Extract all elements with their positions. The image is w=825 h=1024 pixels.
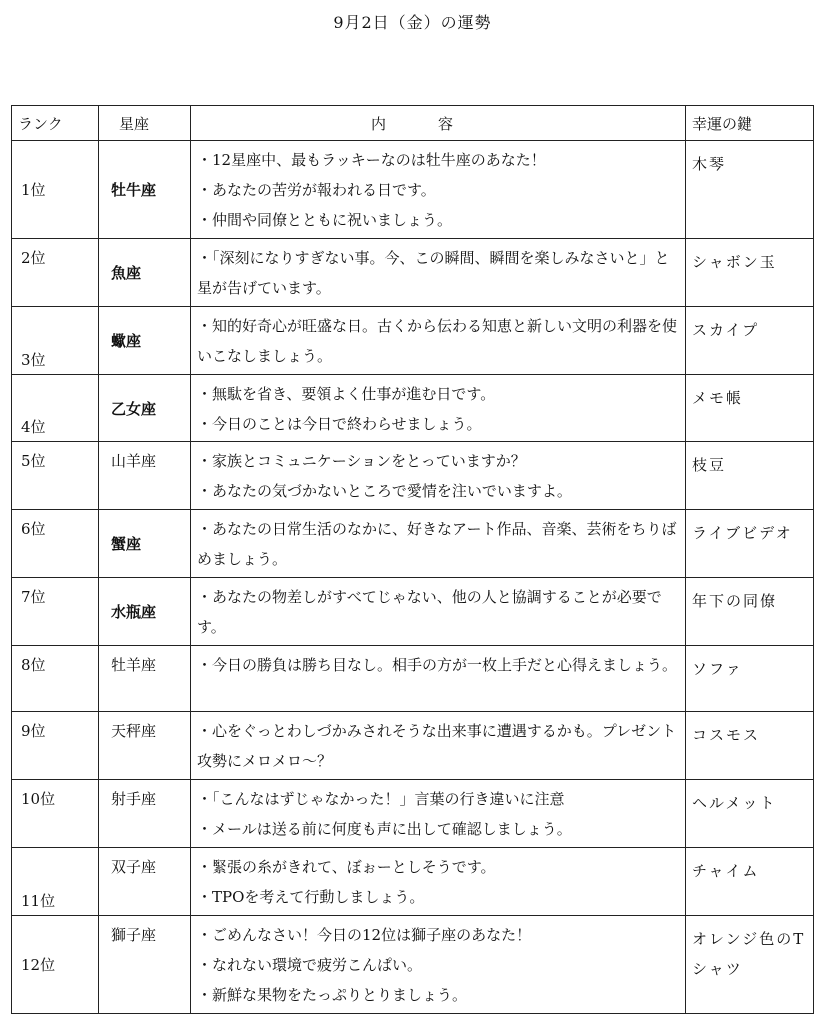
rank-cell: 9位	[12, 712, 99, 780]
content-cell	[191, 510, 686, 578]
table-row	[12, 510, 814, 578]
lucky-key-cell: ライブビデオ	[686, 510, 814, 578]
sign-cell: 山羊座	[99, 442, 191, 510]
content-line: ・緊張の糸がきれて、ぼぉーとしそうです。	[197, 858, 496, 876]
table-row	[12, 141, 814, 239]
sign-cell: 蠍座	[99, 307, 191, 375]
content-line: ・心をぐっとわしづかみされそうな出来事に遭遇するかも。プレゼント攻勢にメロメロ～？	[197, 722, 677, 770]
header-content: 内容	[191, 106, 686, 141]
rank-cell: 3位	[12, 307, 99, 375]
lucky-key-cell: 木琴	[686, 141, 814, 239]
content-cell	[191, 780, 686, 848]
content-cell	[191, 578, 686, 646]
content-cell	[191, 239, 686, 307]
sign-cell: 魚座	[99, 239, 191, 307]
content-cell	[191, 712, 686, 780]
lucky-key-cell: チャイム	[686, 848, 814, 916]
rank-cell: 6位	[12, 510, 99, 578]
rank-cell: 10位	[12, 780, 99, 848]
content-cell	[191, 646, 686, 712]
lucky-key-cell: スカイプ	[686, 307, 814, 375]
header-rank: ランク	[12, 106, 99, 141]
rank-cell: 7位	[12, 578, 99, 646]
content-cell	[191, 307, 686, 375]
sign-cell: 乙女座	[99, 375, 191, 442]
table-row	[12, 442, 814, 510]
sign-cell: 牡羊座	[99, 646, 191, 712]
content-cell	[191, 442, 686, 510]
content-cell	[191, 916, 686, 1014]
table-row	[12, 375, 814, 442]
content-line: ・TPOを考えて行動しましょう。	[197, 888, 425, 906]
page-title: 9月2日（金）の運勢	[333, 13, 492, 32]
lucky-key-cell: ソファ	[686, 646, 814, 712]
rank-cell: 8位	[12, 646, 99, 712]
lucky-key-cell: 枝豆	[686, 442, 814, 510]
content-line: ・あなたの気づかないところで愛情を注いでいますよ。	[197, 482, 572, 500]
content-line: ・新鮮な果物をたっぷりとりましょう。	[197, 986, 468, 1004]
table-row	[12, 916, 814, 1014]
content-line: ・12星座中、最もラッキーなのは牡牛座のあなた！	[197, 151, 546, 169]
sign-cell: 水瓶座	[99, 578, 191, 646]
sign-cell: 双子座	[99, 848, 191, 916]
content-line: ・あなたの日常生活のなかに、好きなアート作品、音楽、芸術をちりばめましょう。	[197, 520, 677, 568]
sign-cell: 牡牛座	[99, 141, 191, 239]
table-row	[12, 646, 814, 712]
rank-cell: 12位	[12, 916, 99, 1014]
table-row	[12, 307, 814, 375]
content-line: ・「こんなはずじゃなかった！」言葉の行き違いに注意	[197, 790, 565, 808]
table-row	[12, 712, 814, 780]
rank-cell: 4位	[12, 375, 99, 442]
content-line: ・家族とコミュニケーションをとっていますか？	[197, 452, 526, 470]
rank-cell: 11位	[12, 848, 99, 916]
content-cell	[191, 848, 686, 916]
content-line: ・今日のことは今日で終わらせましょう。	[197, 415, 482, 433]
lucky-key-cell: メモ帳	[686, 375, 814, 442]
table-row	[12, 848, 814, 916]
horoscope-table	[11, 105, 814, 1014]
content-line: ・ごめんなさい！今日の12位は獅子座のあなた！	[197, 926, 532, 944]
rank-cell: 1位	[12, 141, 99, 239]
table-row	[12, 780, 814, 848]
lucky-key-cell: コスモス	[686, 712, 814, 780]
table-row	[12, 578, 814, 646]
table-row	[12, 239, 814, 307]
lucky-key-cell: ヘルメット	[686, 780, 814, 848]
content-line: ・今日の勝負は勝ち目なし。相手の方が一枚上手だと心得えましょう。	[197, 656, 678, 674]
sign-cell: 射手座	[99, 780, 191, 848]
rank-cell: 5位	[12, 442, 99, 510]
sign-cell: 天秤座	[99, 712, 191, 780]
content-line: ・なれない環境で疲労こんぱい。	[197, 956, 423, 974]
lucky-key-cell: オレンジ色のTシャツ	[686, 916, 814, 1014]
lucky-key-cell: 年下の同僚	[686, 578, 814, 646]
lucky-key-cell: シャボン玉	[686, 239, 814, 307]
content-line: ・あなたの苦労が報われる日です。	[197, 181, 436, 199]
content-line: ・「深刻になりすぎない事。今、この瞬間、瞬間を楽しみなさいと」と星が告げています。	[197, 249, 670, 297]
header-key: 幸運の鍵	[686, 106, 814, 141]
content-line: ・無駄を省き、要領よく仕事が進む日です。	[197, 385, 496, 403]
content-line: ・あなたの物差しがすべてじゃない、他の人と協調することが必要です。	[197, 588, 662, 636]
content-line: ・メールは送る前に何度も声に出して確認しましょう。	[197, 820, 572, 838]
content-line: ・仲間や同僚とともに祝いましょう。	[197, 211, 453, 229]
rank-cell: 2位	[12, 239, 99, 307]
content-cell	[191, 375, 686, 442]
sign-cell: 蟹座	[99, 510, 191, 578]
content-cell	[191, 141, 686, 239]
header-sign: 星座	[99, 106, 191, 141]
table-header-row	[12, 106, 814, 141]
content-line: ・知的好奇心が旺盛な日。古くから伝わる知恵と新しい文明の利器を使いこなしましょう。	[197, 317, 678, 365]
sign-cell: 獅子座	[99, 916, 191, 1014]
